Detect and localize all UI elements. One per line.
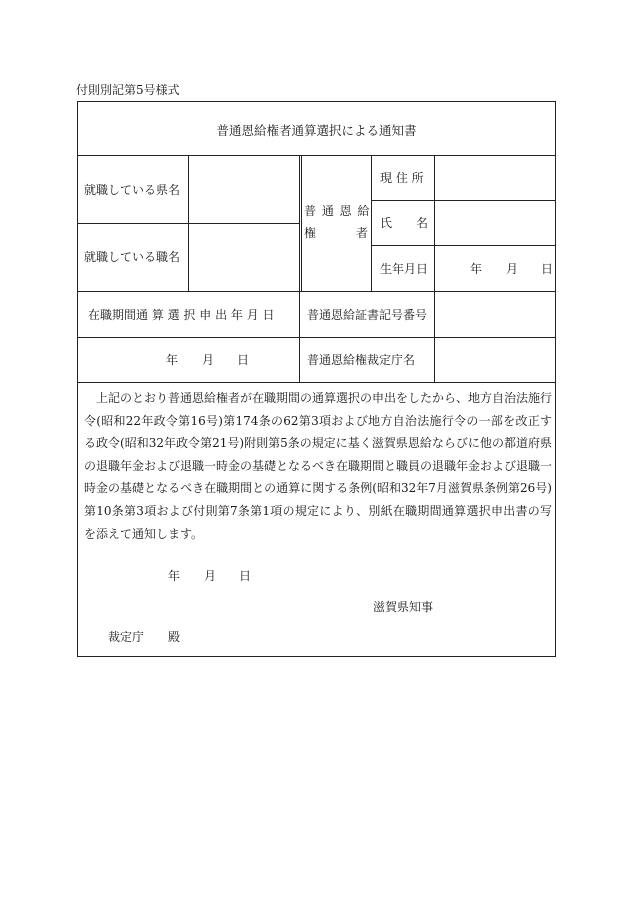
- notification-body: 上記のとおり普通恩給権者が在職期間の通算選択の申出をしたから、地方自治法施行令(昭和22年政令第16号)第174条の62第3項および地方自治法施行令の一部を改正する政令(昭和32年政令第21号)附則第5条の規定に基く滋賀県恩給ならびに他の都道府県の退職年金および退職一時金の基礎となるべき在職期間と職員の退職年金および退職一時金の基礎となるべき在職期間との通算に関する条例(昭和32年7月滋賀県条例第26号)第10条第3項および付則第7条第1項の規定により、別紙在職期間通算選択申出書の写を添えて通知します。: [84, 391, 553, 541]
- rule-center-double: [299, 155, 302, 291]
- form-number: 付則別記第5号様式: [76, 83, 180, 97]
- birth-month-unit: 月: [506, 262, 519, 276]
- name-value[interactable]: [435, 201, 555, 245]
- label-application-date: 在職期間通 算 選 択 申 出 年 月 日: [88, 308, 275, 322]
- rule-center-lower: [299, 291, 300, 382]
- label-ruling-office: 普通恩給権裁定庁名: [307, 353, 416, 367]
- footer-month-unit: 月: [204, 569, 217, 583]
- prefecture-employed-value[interactable]: [189, 156, 298, 223]
- honorific: 殿: [168, 630, 181, 644]
- rule-table-bottom: [78, 382, 555, 383]
- rule-holder-divider: [371, 155, 372, 291]
- birth-day-unit: 日: [541, 262, 554, 276]
- application-day-unit: 日: [237, 353, 250, 367]
- form-title: 普通恩給権者通算選択による通知書: [216, 123, 417, 138]
- birth-year-unit: 年: [470, 262, 483, 276]
- certificate-number-value[interactable]: [435, 292, 555, 337]
- rule-name-bottom: [371, 245, 555, 246]
- label-prefecture-employed: 就職している県名: [84, 183, 181, 197]
- label-position-employed: 就職している職名: [84, 250, 181, 264]
- position-employed-value[interactable]: [189, 224, 298, 291]
- ruling-office-value[interactable]: [435, 338, 555, 382]
- footer-year-unit: 年: [168, 569, 181, 583]
- label-pension-holder-line2: 権 者: [304, 226, 370, 240]
- address-value[interactable]: [435, 156, 555, 200]
- label-address: 現 住 所: [380, 171, 424, 185]
- label-certificate-number: 普通恩給証書記号番号: [307, 308, 428, 322]
- label-birth-date: 生年月日: [380, 262, 429, 276]
- issuer: 滋賀県知事: [373, 600, 434, 614]
- application-year-unit: 年: [166, 353, 179, 367]
- label-name: 氏 名: [380, 216, 429, 230]
- label-pension-holder-line1: 普 通 恩 給: [304, 204, 371, 218]
- application-month-unit: 月: [202, 353, 215, 367]
- addressee: 裁定庁: [108, 630, 145, 644]
- footer-day-unit: 日: [239, 569, 252, 583]
- notification-form: [77, 101, 556, 657]
